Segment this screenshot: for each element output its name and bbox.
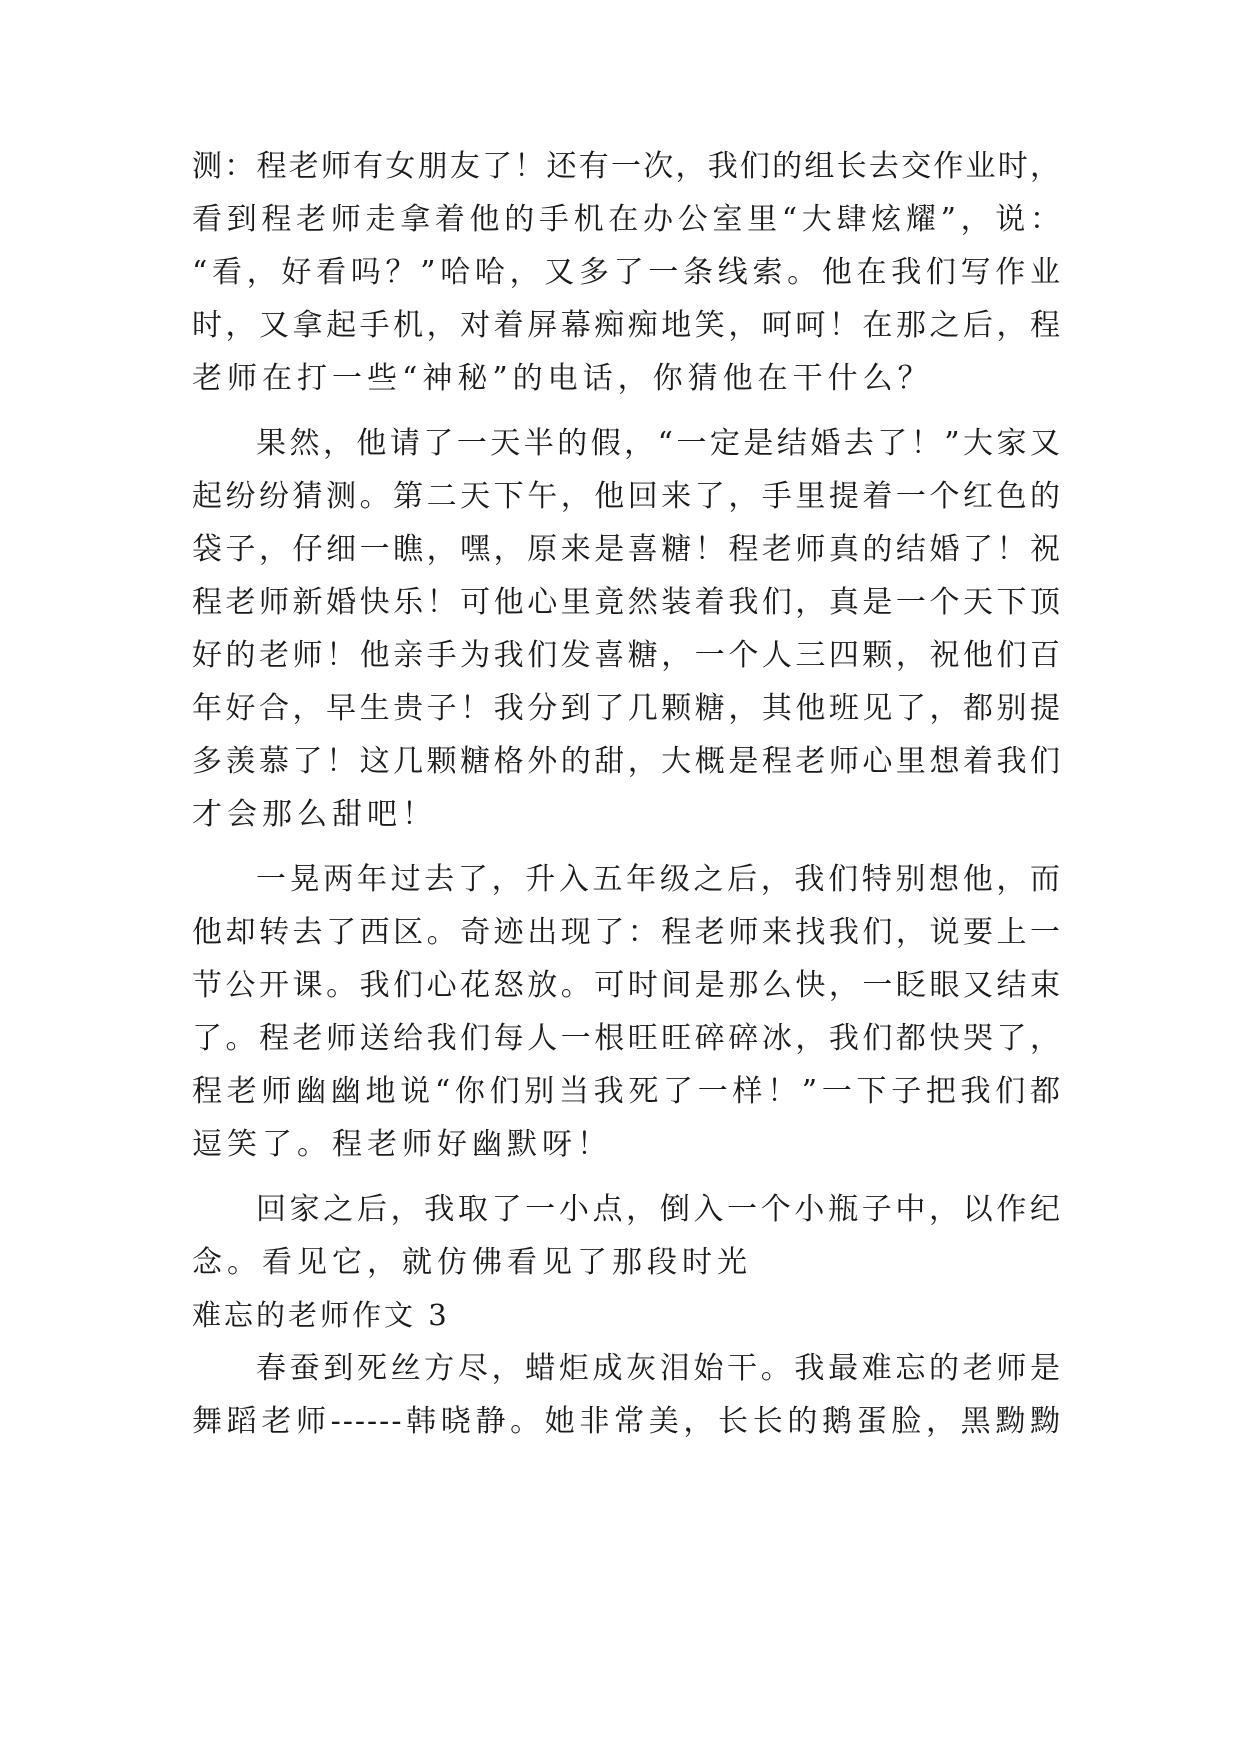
- text-line: 程老师幽幽地说“你们别当我死了一样！”一下子把我们都: [192, 1074, 1062, 1109]
- text-line: 多羡慕了！这几颗糖格外的甜，大概是程老师心里想着我们: [192, 744, 1062, 779]
- text-line: “看，好看吗？”哈哈，又多了一条线索。他在我们写作业: [192, 255, 1062, 290]
- text-line: 时，又拿起手机，对着屏幕痴痴地笑，呵呵！在那之后，程: [192, 308, 1062, 343]
- paragraph-first-line: 春蚕到死丝方尽，蜡炬成灰泪始干。我最难忘的老师是: [256, 1351, 1062, 1386]
- text-line: 才会那么甜吧！: [192, 797, 437, 832]
- text-line: 好的老师！他亲手为我们发喜糖，一个人三四颗，祝他们百: [192, 638, 1062, 673]
- text-line: 程老师新婚快乐！可他心里竟然装着我们，真是一个天下顶: [192, 585, 1062, 620]
- text-line: 舞蹈老师------韩晓静。她非常美，长长的鹅蛋脸，黑黝黝: [192, 1404, 1062, 1439]
- text-line: 看到程老师走拿着他的手机在办公室里“大肆炫耀”，说：: [192, 202, 1062, 237]
- text-line: 测：程老师有女朋友了！还有一次，我们的组长去交作业时，: [192, 149, 1062, 184]
- section-heading: 难忘的老师作文 3: [192, 1298, 450, 1332]
- paragraph-first-line: 回家之后，我取了一小点，倒入一个小瓶子中，以作纪: [256, 1192, 1062, 1227]
- text-line: 节公开课。我们心花怒放。可时间是那么快，一眨眼又结束: [192, 968, 1062, 1003]
- text-line: 袋子，仔细一瞧，嘿，原来是喜糖！程老师真的结婚了！祝: [192, 532, 1062, 567]
- text-line: 起纷纷猜测。第二天下午，他回来了，手里提着一个红色的: [192, 479, 1062, 514]
- text-line: 年好合，早生贵子！我分到了几颗糖，其他班见了，都别提: [192, 691, 1062, 726]
- text-line: 念。看见它，就仿佛看见了那段时光: [192, 1245, 752, 1280]
- text-line: 逗笑了。程老师好幽默呀！: [192, 1127, 612, 1162]
- paragraph-first-line: 果然，他请了一天半的假，“一定是结婚去了！”大家又: [256, 426, 1062, 461]
- text-line: 他却转去了西区。奇迹出现了：程老师来找我们，说要上一: [192, 915, 1062, 950]
- paragraph-first-line: 一晃两年过去了，升入五年级之后，我们特别想他，而: [256, 862, 1062, 897]
- text-line: 老师在打一些“神秘”的电话，你猜他在干什么？: [192, 361, 933, 396]
- text-line: 了。程老师送给我们每人一根旺旺碎碎冰，我们都快哭了，: [192, 1021, 1062, 1056]
